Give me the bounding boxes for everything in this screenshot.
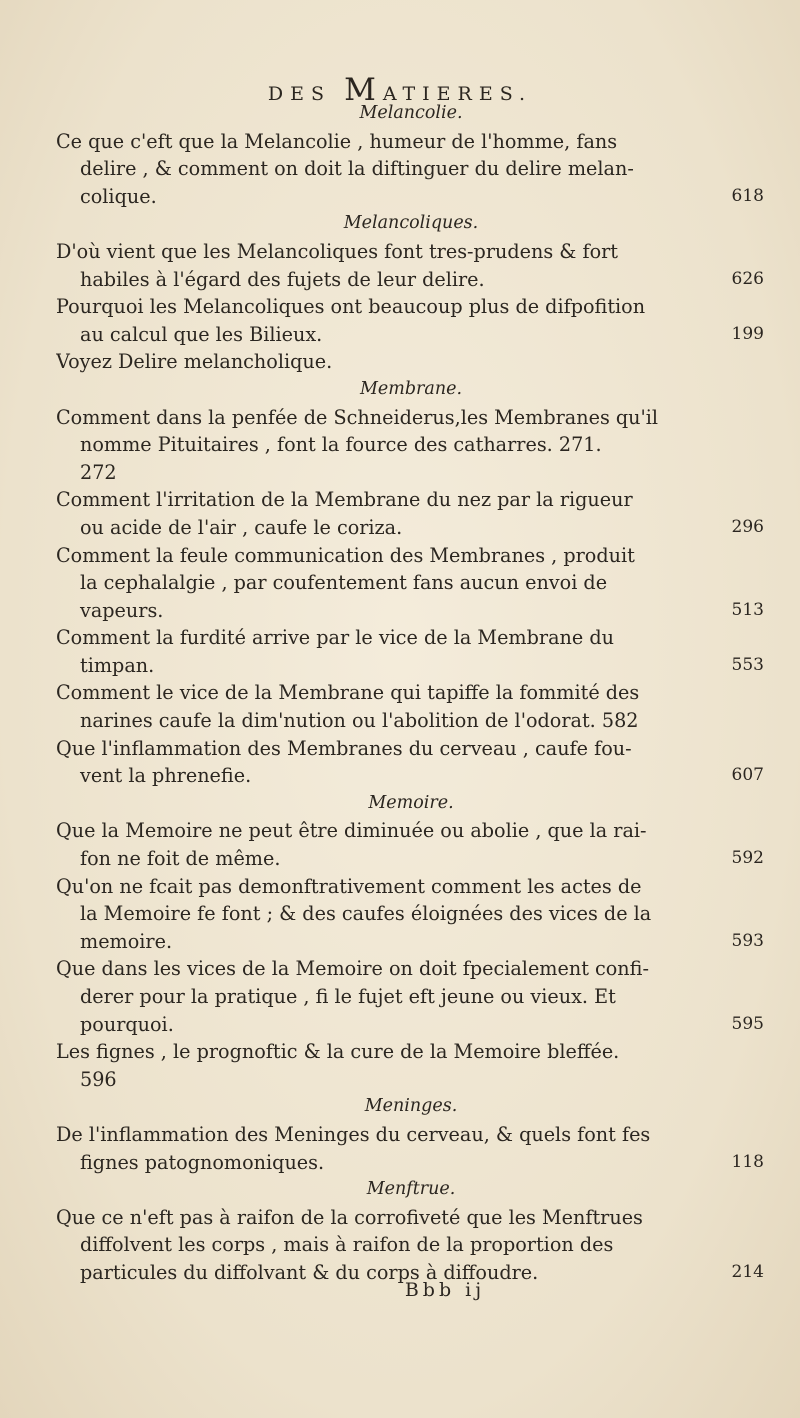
entry-line: Comment le vice de la Membrane qui tapiffe la fommité des xyxy=(56,681,640,705)
index-entry xyxy=(56,348,766,376)
entry-line: 272 xyxy=(80,460,117,484)
entry-line: Que l'inflammation des Membranes du cerveau , caufe fou- xyxy=(56,736,632,760)
entry-line: derer pour la pratique , fi le fujet eft jeune ou vieux. Et xyxy=(80,985,616,1008)
entry-line: Qu'on ne fcait pas demonftrativement comment les actes de xyxy=(56,874,642,898)
entry-line: Ce que c'eft que la Melancolie , humeur de l'homme, fans xyxy=(56,129,618,153)
entry-line: Voyez Delire melancholique. xyxy=(56,350,333,374)
entry-line: De l'inflammation des Meninges du cerveau, & quels font fes xyxy=(56,1122,651,1146)
index-entry xyxy=(56,735,766,790)
header-prefix: DES xyxy=(267,83,345,105)
entry-line: Comment la furdité arrive par le vice de la Membrane du xyxy=(56,626,614,650)
index-entry xyxy=(56,624,766,679)
entry-line: delire , & comment on doit la diftinguer du delire melan- xyxy=(80,157,634,181)
page-reference: 626 xyxy=(731,268,764,289)
entry-line: Comment l'irritation de la Membrane du nez par la rigueur xyxy=(56,488,633,512)
entry-line: particules du diffolvant & du corps à diffoudre. xyxy=(80,1260,539,1284)
index-entry xyxy=(56,1038,766,1093)
page-reference: 118 xyxy=(731,1151,764,1172)
page-reference: 214 xyxy=(731,1261,764,1282)
entry-line: fignes patognomoniques. xyxy=(80,1150,325,1174)
entry-line: fon ne foit de même. xyxy=(80,847,281,871)
entry-line: Les fignes , le prognoftic & la cure de la Memoire bleffée. xyxy=(56,1040,620,1064)
entry-line: Que ce n'eft pas à raifon de la corrofiveté que les Menftrues xyxy=(56,1205,643,1229)
page-reference: 199 xyxy=(731,323,764,344)
header-initial: M xyxy=(344,72,383,108)
signature-mark: Bbb ij xyxy=(404,1279,486,1301)
page-reference: 593 xyxy=(731,930,764,951)
index-entry xyxy=(56,238,766,293)
index-entry xyxy=(56,128,766,211)
entry-line: pourquoi. xyxy=(80,1012,174,1036)
header-rest: ATIERES. xyxy=(382,83,533,105)
entry-line: ou acide de l'air , caufe le coriza. xyxy=(80,515,403,539)
section-heading: Menftrue. xyxy=(366,1179,456,1200)
section-heading: Melancoliques. xyxy=(343,213,479,234)
entry-line: diffolvent les corps , mais à raifon de la proportion des xyxy=(80,1233,614,1257)
page-reference: 513 xyxy=(731,599,764,620)
entry-line: vent la phrenefie. xyxy=(80,764,252,788)
entry-line: habiles à l'égard des fujets de leur delire. xyxy=(80,267,485,291)
entry-line: nomme Pituitaires , font la fource des catharres. 271. xyxy=(80,433,602,457)
page-reference: 607 xyxy=(731,765,764,786)
index-entry xyxy=(56,1121,766,1176)
section-heading: Meninges. xyxy=(364,1096,458,1117)
section-heading: Memoire. xyxy=(368,792,454,813)
entry-line: memoire. xyxy=(80,929,173,953)
entry-line: Comment dans la penfée de Schneiderus,les Membranes qu'il xyxy=(56,405,659,429)
page-reference: 618 xyxy=(731,185,764,206)
entry-line: la Memoire fe font ; & des caufes éloignées des vices de la xyxy=(80,902,652,926)
index-entry xyxy=(56,955,766,1038)
index-entry xyxy=(56,873,766,956)
index-entry xyxy=(56,404,766,487)
index-entry xyxy=(56,293,766,348)
entry-line: 596 xyxy=(80,1067,117,1091)
index-entry xyxy=(56,679,766,734)
entry-line: colique. xyxy=(80,184,157,208)
index-content xyxy=(56,100,766,1287)
section-heading: Melancolie. xyxy=(359,103,463,123)
entry-line: la cephalalgie , par coufentement fans aucun envoi de xyxy=(80,571,608,595)
page-reference: 595 xyxy=(731,1013,764,1034)
index-entry xyxy=(56,817,766,872)
entry-line: narines caufe la dim'nution ou l'abolition de l'odorat. 582 xyxy=(80,709,639,733)
entry-line: D'où vient que les Melancoliques font tres-prudens & fort xyxy=(56,239,619,263)
entry-line: Que dans les vices de la Memoire on doit fpecialement confi- xyxy=(56,957,649,981)
entry-line: timpan. xyxy=(80,653,155,677)
page-reference: 296 xyxy=(731,516,764,537)
index-entry xyxy=(56,1204,766,1287)
entry-line: Que la Memoire ne peut être diminuée ou abolie , que la rai- xyxy=(56,819,647,843)
section-heading: Membrane. xyxy=(359,378,463,399)
entry-line: au calcul que les Bilieux. xyxy=(80,322,323,346)
page-reference: 592 xyxy=(731,848,764,869)
page-reference: 553 xyxy=(731,654,764,675)
entry-line: vapeurs. xyxy=(80,598,164,622)
entry-line: Pourquoi les Melancoliques ont beaucoup plus de difpofition xyxy=(56,295,646,319)
index-entry xyxy=(56,486,766,541)
entry-line: Comment la feule communication des Membranes , produit xyxy=(56,543,635,567)
index-entry xyxy=(56,542,766,625)
